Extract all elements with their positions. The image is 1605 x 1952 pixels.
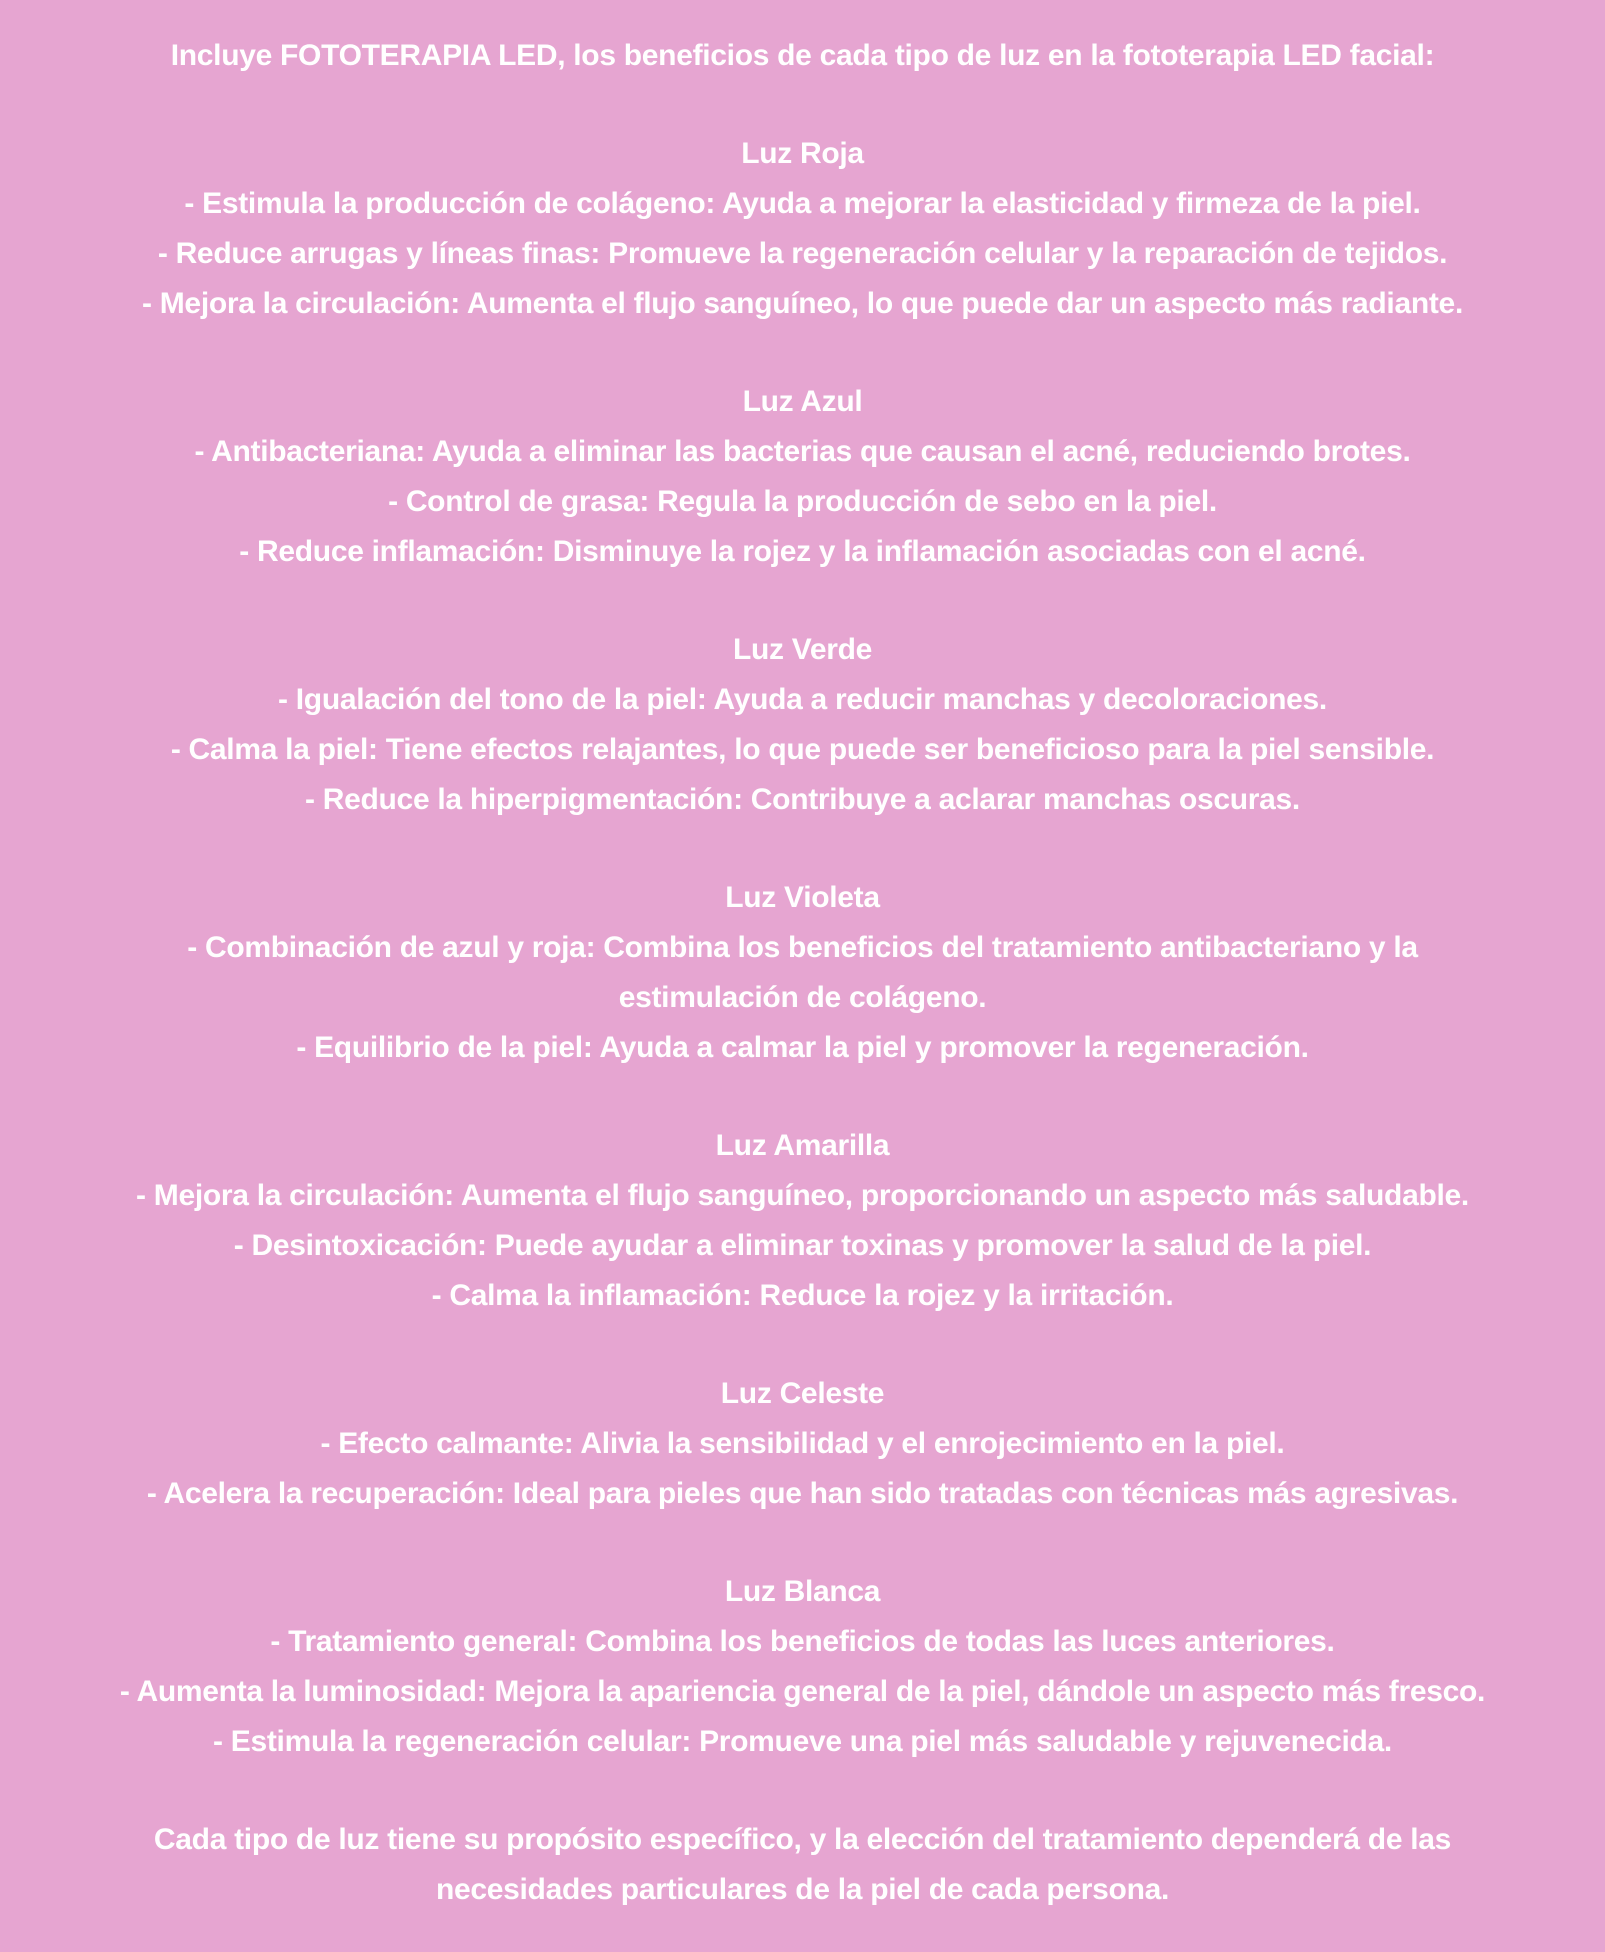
spacer: [0, 81, 1605, 129]
section-title: Luz Verde: [732, 633, 872, 666]
benefit-item: - Control de grasa: Regula la producción de sebo en la piel.: [388, 485, 1217, 518]
benefit-item: - Estimula la regeneración celular: Promueve una piel más saludable y rejuvenecida.: [213, 1725, 1392, 1758]
section-luz-verde: [0, 625, 1605, 825]
section-luz-roja: [0, 129, 1605, 329]
section-luz-amarilla: [0, 1121, 1605, 1321]
spacer: [0, 577, 1605, 625]
benefit-item: - Mejora la circulación: Aumenta el flujo sanguíneo, proporcionando un aspecto más saludable.: [136, 1179, 1469, 1212]
section-title: Luz Violeta: [725, 881, 880, 914]
benefit-item: - Tratamiento general: Combina los beneficios de todas las luces anteriores.: [270, 1625, 1335, 1658]
conclusion-line: Cada tipo de luz tiene su propósito específico, y la elección del tratamiento dependerá de las: [153, 1823, 1452, 1856]
spacer: [0, 1321, 1605, 1369]
benefit-item: - Calma la inflamación: Reduce la rojez y la irritación.: [431, 1279, 1174, 1312]
benefit-item: - Reduce la hiperpigmentación: Contribuye a aclarar manchas oscuras.: [305, 783, 1300, 816]
benefit-item: - Reduce arrugas y líneas finas: Promueve la regeneración celular y la reparación de tejidos.: [157, 237, 1448, 270]
conclusion-paragraph: [0, 1815, 1605, 1915]
spacer: [0, 825, 1605, 873]
benefit-item: - Calma la piel: Tiene efectos relajantes, lo que puede ser beneficioso para la piel sensible.: [170, 733, 1435, 766]
section-title: Luz Blanca: [724, 1575, 881, 1608]
benefit-item: - Antibacteriana: Ayuda a eliminar las bacterias que causan el acné, reduciendo brotes.: [194, 435, 1411, 468]
section-title: Luz Roja: [741, 137, 864, 170]
conclusion-line: necesidades particulares de la piel de cada persona.: [435, 1873, 1170, 1906]
benefit-item: - Combinación de azul y roja: Combina los beneficios del tratamiento antibacteriano y la: [187, 931, 1418, 964]
benefit-item: - Reduce inflamación: Disminuye la rojez y la inflamación asociadas con el acné.: [239, 535, 1366, 568]
spacer: [0, 329, 1605, 377]
benefit-item: - Estimula la producción de colágeno: Ayuda a mejorar la elasticidad y firmeza de la piel.: [184, 187, 1421, 220]
section-title: Luz Amarilla: [715, 1129, 890, 1162]
section-luz-azul: [0, 377, 1605, 577]
benefit-item: - Aumenta la luminosidad: Mejora la apariencia general de la piel, dándole un aspecto más fresco.: [119, 1675, 1486, 1708]
spacer: [0, 1767, 1605, 1815]
intro-text: Incluye FOTOTERAPIA LED, los beneficios de cada tipo de luz en la fototerapia LED facial:: [170, 39, 1435, 72]
spacer: [0, 1519, 1605, 1567]
benefit-item: - Acelera la recuperación: Ideal para pieles que han sido tratadas con técnicas más agresivas.: [146, 1477, 1459, 1510]
benefit-item: - Equilibrio de la piel: Ayuda a calmar la piel y promover la regeneración.: [296, 1031, 1309, 1064]
section-luz-violeta: [0, 873, 1605, 1073]
section-title: Luz Celeste: [720, 1377, 885, 1410]
benefit-item: - Efecto calmante: Alivia la sensibilidad y el enrojecimiento en la piel.: [320, 1427, 1285, 1460]
benefit-item: - Mejora la circulación: Aumenta el flujo sanguíneo, lo que puede dar un aspecto más radiante.: [142, 287, 1463, 320]
benefit-item: - Igualación del tono de la piel: Ayuda a reducir manchas y decoloraciones.: [278, 683, 1327, 716]
section-luz-blanca: [0, 1567, 1605, 1767]
benefit-item-continuation: estimulación de colágeno.: [618, 981, 987, 1014]
section-luz-celeste: [0, 1369, 1605, 1519]
section-title: Luz Azul: [742, 385, 863, 418]
spacer: [0, 1073, 1605, 1121]
benefit-item: - Desintoxicación: Puede ayudar a eliminar toxinas y promover la salud de la piel.: [233, 1229, 1372, 1262]
